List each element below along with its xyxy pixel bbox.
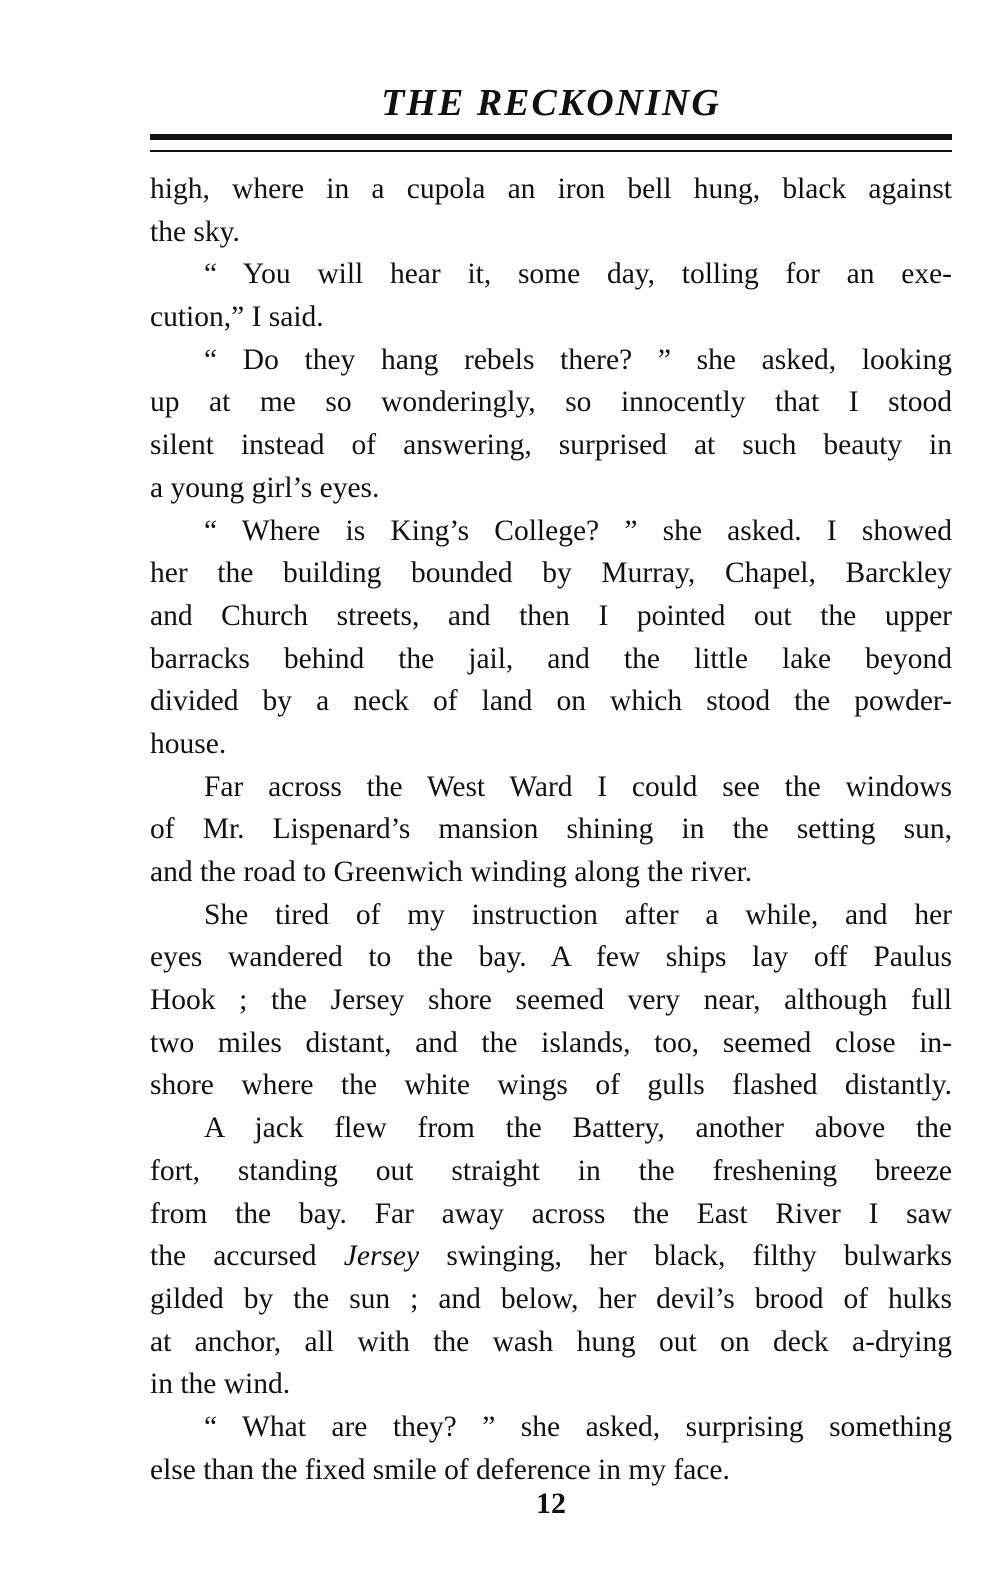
text-line: She tired of my instruction after a while, and her (204, 898, 952, 931)
text-line: A jack flew from the Battery, another above the (204, 1112, 952, 1145)
text-fragment: swinging, her black, filthy bulwarks (419, 1240, 952, 1273)
header-rule-thin (150, 150, 952, 152)
text-line: silent instead of answering, surprised at such beauty in (150, 429, 952, 462)
text-line: gilded by the sun ; and below, her devil’s brood of hulks (150, 1282, 952, 1315)
body-text (150, 168, 952, 1491)
text-line: from the bay. Far away across the East River I saw (150, 1197, 952, 1230)
text-line: and the road to Greenwich winding along the river. (150, 856, 753, 888)
text-line: cution,” I said. (150, 301, 324, 334)
text-line: eyes wandered to the bay. A few ships lay off Paulus (150, 941, 952, 974)
text-line: divided by a neck of land on which stood the powder- (150, 685, 952, 718)
text-line: “ Do they hang rebels there? ” she asked, looking (204, 343, 952, 376)
text-line: up at me so wonderingly, so innocently that I stood (150, 386, 952, 419)
running-title: THE RECKONING (381, 82, 721, 124)
text-line: in the wind. (150, 1368, 291, 1401)
text-line: her the building bounded by Murray, Chapel, Barckley (150, 557, 952, 590)
page-number: 12 (536, 1487, 566, 1520)
text-line: of Mr. Lispenard’s mansion shining in the setting sun, (150, 813, 952, 846)
text-line: “ Where is King’s College? ” she asked. I showed (204, 514, 952, 547)
text-fragment: the accursed (150, 1240, 344, 1273)
text-line: house. (150, 727, 227, 760)
header-rule-thick (150, 134, 952, 140)
text-line: shore where the white wings of gulls flashed distantly. (150, 1069, 952, 1102)
text-line: at anchor, all with the wash hung out on deck a-drying (150, 1325, 952, 1358)
text-line: fort, standing out straight in the freshening breeze (150, 1154, 952, 1187)
text-line: Far across the West Ward I could see the windows (204, 770, 952, 803)
text-line: the sky. (150, 215, 240, 248)
text-line: barracks behind the jail, and the little lake beyond (150, 642, 952, 675)
text-line (150, 1235, 952, 1278)
text-line: else than the fixed smile of deference in my face. (150, 1453, 730, 1486)
text-line: and Church streets, and then I pointed out the upper (150, 599, 952, 632)
italic-ship-name: Jersey (343, 1240, 420, 1273)
text-line: “ What are they? ” she asked, surprising something (204, 1410, 952, 1443)
text-line: high, where in a cupola an iron bell hung, black against (150, 173, 952, 205)
text-line: two miles distant, and the islands, too, seemed close in- (150, 1026, 952, 1059)
text-line: a young girl’s eyes. (150, 471, 380, 504)
text-line: Hook ; the Jersey shore seemed very near, although full (150, 984, 952, 1017)
text-line: “ You will hear it, some day, tolling for an exe- (204, 258, 952, 291)
